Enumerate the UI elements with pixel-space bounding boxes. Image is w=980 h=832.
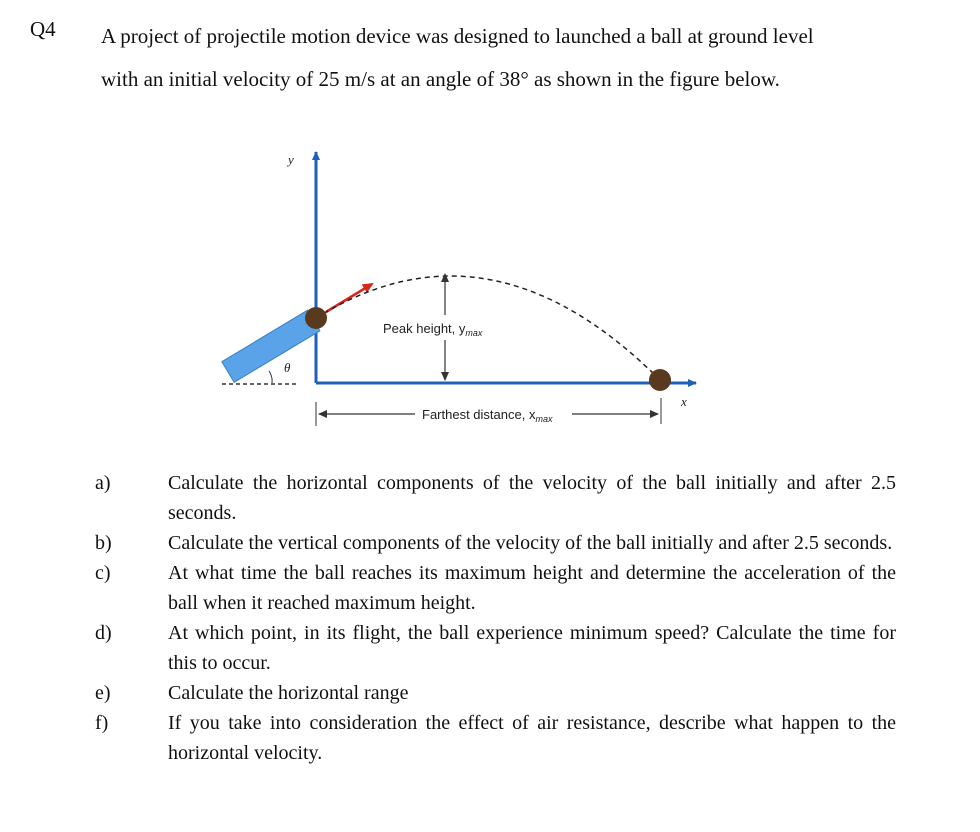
trajectory-path bbox=[316, 276, 660, 380]
part-f-text: If you take into consideration the effect of air resistance, describe what happen to the horizontal velocity. bbox=[168, 712, 896, 764]
intro-line-1: A project of projectile motion device was designed to launched a ball at ground level bbox=[101, 24, 814, 48]
part-b bbox=[0, 528, 980, 558]
part-a-letter: a) bbox=[95, 472, 111, 494]
intro-text-pre: with an initial velocity of bbox=[101, 67, 319, 91]
part-c-text: At what time the ball reaches its maximum height and determine the acceleration of the ball when it reached maximum height. bbox=[168, 562, 896, 614]
question-parts bbox=[0, 468, 980, 768]
launch-angle-value: 38° bbox=[499, 67, 529, 91]
part-e-text: Calculate the horizontal range bbox=[168, 682, 409, 704]
part-c-letter: c) bbox=[95, 562, 111, 584]
theta-label: θ bbox=[284, 360, 291, 375]
x-axis-label: x bbox=[681, 394, 687, 409]
intro-text-post: as shown in the figure below. bbox=[528, 67, 780, 91]
part-b-letter: b) bbox=[95, 532, 112, 554]
part-a bbox=[0, 468, 980, 528]
projectile-figure bbox=[200, 140, 720, 440]
part-d-letter: d) bbox=[95, 622, 112, 644]
part-f-letter: f) bbox=[95, 712, 109, 734]
launcher-tube bbox=[222, 310, 320, 382]
part-d bbox=[0, 618, 980, 678]
farthest-distance-label: Farthest distance, $x_{max}$ bbox=[422, 407, 553, 424]
part-b-text: Calculate the vertical components of the velocity of the ball initially and after 2.5 seconds. bbox=[168, 532, 893, 554]
part-a-text: Calculate the horizontal components of the velocity of the ball initially and after 2.5 seconds. bbox=[168, 472, 896, 524]
part-e-letter: e) bbox=[95, 682, 111, 704]
intro-line-2 bbox=[101, 58, 961, 101]
peak-height-label: Peak height, $y_{max}$ bbox=[383, 321, 483, 338]
question-intro bbox=[101, 15, 961, 101]
y-axis-label: y bbox=[288, 152, 294, 167]
part-f bbox=[0, 708, 980, 768]
initial-velocity-value: 25 m/s bbox=[318, 67, 376, 91]
part-c bbox=[0, 558, 980, 618]
part-d-text: At which point, in its flight, the ball experience minimum speed? Calculate the time for this to occur. bbox=[168, 622, 896, 674]
part-e bbox=[0, 678, 980, 708]
ball-landing bbox=[649, 369, 671, 391]
intro-text-mid: at an angle of bbox=[375, 67, 500, 91]
angle-arc bbox=[269, 371, 272, 383]
projectile-diagram bbox=[200, 140, 720, 440]
ball-launch bbox=[305, 307, 327, 329]
question-number: Q4 bbox=[30, 17, 56, 41]
